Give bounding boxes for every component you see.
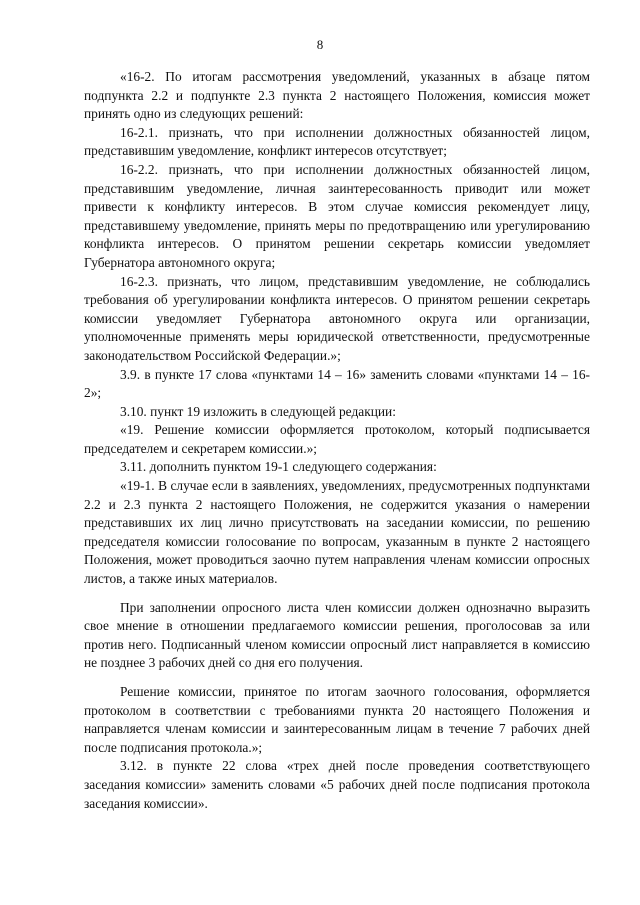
paragraph-3-11: 3.11. дополнить пунктом 19-1 следующего содержания: — [120, 459, 437, 475]
paragraph-19: «19. Решение комиссии оформляется протоколом, который подписывается председателем и секретарем комиссии.»; — [84, 422, 590, 456]
paragraph-16-2-3: 16-2.3. признать, что лицом, представившим уведомление, не соблюдались требования об урегулировании конфликта интересов. О принятом решении секретарь комиссии уведомляет Губернатора автономного округа или организации, уполномоченные применять меры юридической ответственности, предусмотренные законодательством Российской Федерации.»; — [84, 273, 590, 363]
page-number: 8 — [316, 37, 324, 52]
paragraph-questionnaire: При заполнении опросного листа член комиссии должен однозначно выразить свое мнение в отношении предлагаемого комиссии решения, проголосовав за или против него. Подписанный членом комиссии опросный лист направляется в комиссию не позднее 3 рабочих дней со дня его получения. — [84, 599, 590, 671]
paragraph-16-2: «16-2. По итогам рассмотрения уведомлений, указанных в абзаце пятом подпункта 2.2 и подпункте 2.3 пункта 2 настоящего Положения, комиссия может принять одно из следующих решений: — [84, 69, 590, 122]
paragraph-16-2-2: 16-2.2. признать, что при исполнении должностных обязанностей лицом, представившим уведомление, личная заинтересованность приводит или может привести к конфликту интересов. В этом случае комиссия рекомендует лицу, представившему уведомление, принять меры по предотвращению или урегулированию конфликта интересов. О принятом решении секретарь комиссии уведомляет Губернатора автономного округа; — [84, 161, 590, 270]
paragraph-3-10: 3.10. пункт 19 изложить в следующей редакции: — [120, 403, 396, 419]
paragraph-3-12: 3.12. в пункте 22 слова «трех дней после проведения соответствующего заседания комиссии» заменить словами «5 рабочих дней после подписания протокола заседания комиссии». — [84, 758, 590, 811]
paragraph-3-9: 3.9. в пункте 17 слова «пунктами 14 – 16» заменить словами «пунктами 14 – 16-2»; — [84, 366, 590, 401]
paragraph-16-2-1: 16-2.1. признать, что при исполнении должностных обязанностей лицом, представившим уведомление, конфликт интересов отсутствует; — [84, 124, 590, 159]
paragraph-absentee-decision: Решение комиссии, принятое по итогам заочного голосования, оформляется протоколом в соответствии с требованиями пункта 20 настоящего Положения и направляется членам комиссии и заинтересованным лицам в течение 7 рабочих дней после подписания протокола.»; — [84, 684, 590, 755]
document-body — [84, 68, 590, 813]
paragraph-19-1: «19-1. В случае если в заявлениях, уведомлениях, предусмотренных подпунктами 2.2 и 2.3 пункта 2 настоящего Положения, не содержится указания о намерении представивших их лиц лично присутствовать на заседании комиссии, по решению председателя комиссии голосование по вопросам, указанным в пункте 2 настоящего Положения, может проводиться заочно путем направления членам комиссии опросных листов, а также иных материалов. — [84, 478, 590, 587]
